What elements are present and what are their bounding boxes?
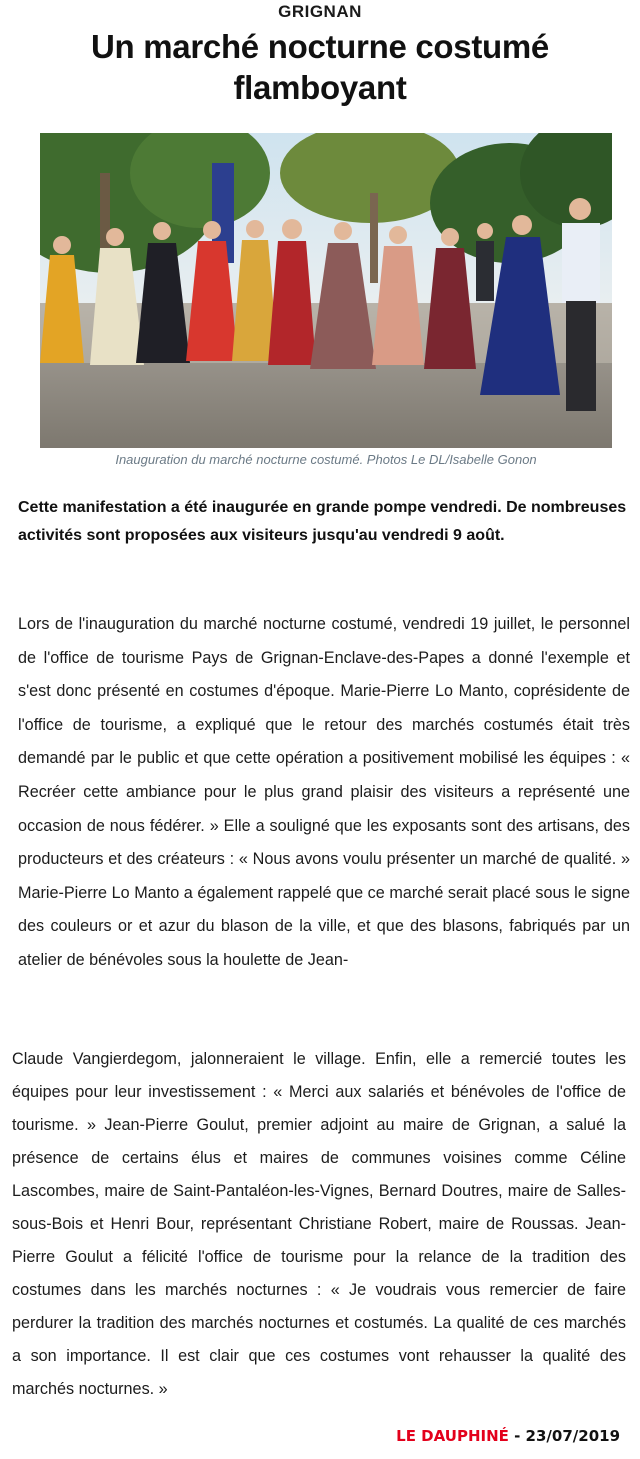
source-separator: - xyxy=(508,1427,526,1445)
article-title xyxy=(0,26,640,108)
title-line-2: flamboyant xyxy=(233,69,407,106)
source-credit xyxy=(396,1427,620,1445)
title-line-1: Un marché nocturne costumé xyxy=(91,28,549,65)
kicker-location: GRIGNAN xyxy=(278,2,362,21)
article-photo xyxy=(40,133,612,448)
publication-date: 23/07/2019 xyxy=(525,1427,620,1445)
article-body-part-2: Claude Vangierdegom, jalonneraient le village. Enfin, elle a remercié toutes les équipes pour leur investissement : « Merci aux salariés et bénévoles de l'office de tourisme. » Jean-Pierre Goulut, premier adjoint au maire de Grignan, a salué la présence de certains élus et maires de communes voisines comme Céline Lascombes, maire de Saint-Pantaléon-les-Vignes, Bernard Doutres, maire de Salles-sous-Bois et Henri Bour, représentant Christiane Robert, maire de Roussas. Jean-Pierre Goulut a félicité l'office de tourisme pour la relance de la tradition des costumes dans les marchés nocturnes : « Je voudrais vous remercier de faire perdurer la tradition des marchés nocturnes et costumés. La qualité de ces marchés a son importance. Il est clair que ces costumes vont rehausser la qualité des marchés nocturnes. » xyxy=(12,1050,626,1398)
newspaper-name: LE DAUPHINÉ xyxy=(396,1427,509,1445)
article-body-part-1: Lors de l'inauguration du marché nocturne costumé, vendredi 19 juillet, le personnel de l'office de tourisme Pays de Grignan-Enclave-des-Papes a donné l'exemple et s'est donc présenté en costumes d'époque. Marie-Pierre Lo Manto, coprésidente de l'office de tourisme, a expliqué que le retour des marchés costumés était très demandé par le public et que cette opération a positivement mobilisé les équipes : « Recréer cette ambiance pour le plus grand plaisir des visiteurs a représenté une occasion de nous fédérer. » Elle a souligné que les exposants sont des artisans, des producteurs et des créateurs : « Nous avons voulu présenter un marché de qualité. » Marie-Pierre Lo Manto a également rappelé que ce marché serait placé sous le signe des couleurs or et azur du blason de la ville, et que des blasons, fabriqués par un atelier de bénévoles sous la houlette de Jean- xyxy=(18,615,630,969)
article-lead: Cette manifestation a été inaugurée en grande pompe vendredi. De nombreuses activités sont proposées aux visiteurs jusqu'au vendredi 9 août. xyxy=(18,499,627,544)
photo-caption: Inauguration du marché nocturne costumé. Photos Le DL/Isabelle Gonon xyxy=(115,452,537,467)
